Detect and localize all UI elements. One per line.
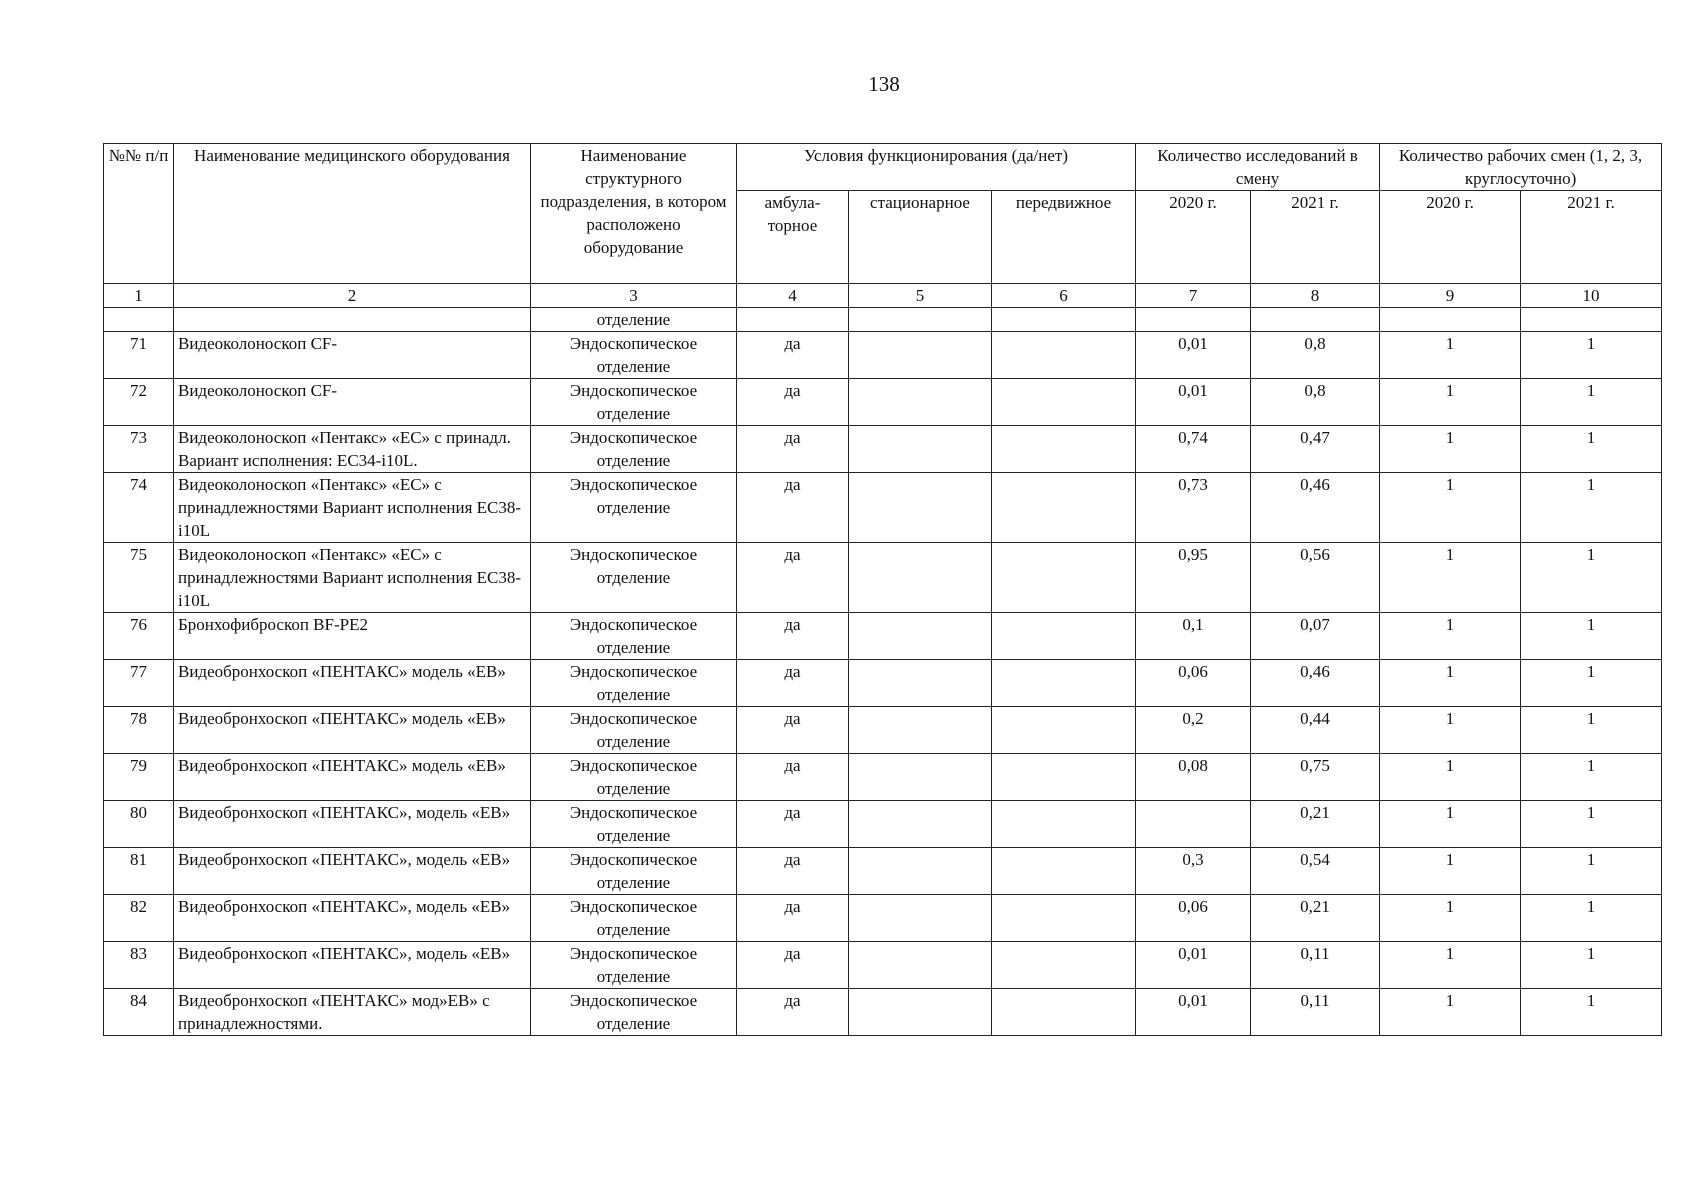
equipment-name: Видеобронхоскоп «ПЕНТАКС» мод»EB» с принадлежностями. [174, 989, 531, 1036]
table-row [104, 801, 1662, 848]
condition-mob [992, 426, 1136, 473]
condition-stat [849, 613, 992, 660]
col-number: 5 [849, 284, 992, 308]
studies-2021: 0,44 [1251, 707, 1380, 754]
header-shifts: Количество рабочих смен (1, 2, 3, круглосуточно) [1380, 144, 1662, 191]
condition-amb [737, 308, 849, 332]
header-studies: Количество исследований в смену [1136, 144, 1380, 191]
condition-mob [992, 801, 1136, 848]
shifts-2020: 1 [1380, 426, 1521, 473]
col-number: 9 [1380, 284, 1521, 308]
table-row [104, 379, 1662, 426]
shifts-2021: 1 [1521, 379, 1662, 426]
header-shifts-2020: 2020 г. [1380, 191, 1521, 284]
condition-stat [849, 426, 992, 473]
row-number: 83 [104, 942, 174, 989]
condition-mob [992, 332, 1136, 379]
equipment-name: Видеоколоноскоп «Пентакс» «EC» с принадлежностями Вариант исполнения EC38-i10L [174, 473, 531, 543]
subdivision-name: Эндоскопическое отделение [531, 707, 737, 754]
row-number: 72 [104, 379, 174, 426]
table-row [104, 942, 1662, 989]
condition-mob [992, 989, 1136, 1036]
col-number: 7 [1136, 284, 1251, 308]
col-number: 6 [992, 284, 1136, 308]
col-number: 2 [174, 284, 531, 308]
condition-stat [849, 989, 992, 1036]
condition-mob [992, 473, 1136, 543]
subdivision-name: Эндоскопическое отделение [531, 754, 737, 801]
shifts-2021 [1521, 308, 1662, 332]
subdivision-name: Эндоскопическое отделение [531, 426, 737, 473]
row-number: 74 [104, 473, 174, 543]
condition-stat [849, 754, 992, 801]
row-number: 80 [104, 801, 174, 848]
studies-2021: 0,21 [1251, 895, 1380, 942]
table-row [104, 308, 1662, 332]
shifts-2021: 1 [1521, 613, 1662, 660]
studies-2020: 0,01 [1136, 942, 1251, 989]
condition-stat [849, 848, 992, 895]
condition-stat [849, 379, 992, 426]
shifts-2021: 1 [1521, 989, 1662, 1036]
header-studies-2020: 2020 г. [1136, 191, 1251, 284]
header-cond-stat: стационарное [849, 191, 992, 284]
shifts-2021: 1 [1521, 942, 1662, 989]
column-number-row [104, 284, 1662, 308]
studies-2021: 0,54 [1251, 848, 1380, 895]
studies-2020 [1136, 801, 1251, 848]
shifts-2020: 1 [1380, 379, 1521, 426]
row-number: 73 [104, 426, 174, 473]
table-row [104, 660, 1662, 707]
shifts-2020: 1 [1380, 707, 1521, 754]
row-number: 78 [104, 707, 174, 754]
subdivision-name: отделение [531, 308, 737, 332]
header-num: №№ п/п [104, 144, 174, 284]
studies-2021: 0,46 [1251, 660, 1380, 707]
equipment-name: Видеобронхоскоп «ПЕНТАКС» модель «EB» [174, 754, 531, 801]
row-number: 76 [104, 613, 174, 660]
col-number: 8 [1251, 284, 1380, 308]
condition-stat [849, 942, 992, 989]
studies-2020: 0,73 [1136, 473, 1251, 543]
table-row [104, 848, 1662, 895]
condition-mob [992, 543, 1136, 613]
shifts-2020: 1 [1380, 332, 1521, 379]
equipment-name: Видеоколоноскоп CF- [174, 379, 531, 426]
table-row [104, 989, 1662, 1036]
row-number: 75 [104, 543, 174, 613]
subdivision-name: Эндоскопическое отделение [531, 379, 737, 426]
studies-2020 [1136, 308, 1251, 332]
shifts-2020: 1 [1380, 473, 1521, 543]
shifts-2020: 1 [1380, 942, 1521, 989]
row-number: 81 [104, 848, 174, 895]
subdivision-name: Эндоскопическое отделение [531, 989, 737, 1036]
condition-amb: да [737, 332, 849, 379]
header-subdivision: Наименование структурного подразделения, в котором расположено оборудование [531, 144, 737, 284]
studies-2020: 0,01 [1136, 989, 1251, 1036]
header-studies-2021: 2021 г. [1251, 191, 1380, 284]
equipment-name: Видеобронхоскоп «ПЕНТАКС», модель «EB» [174, 801, 531, 848]
condition-amb: да [737, 989, 849, 1036]
studies-2020: 0,01 [1136, 379, 1251, 426]
equipment-name: Видеобронхоскоп «ПЕНТАКС», модель «EB» [174, 942, 531, 989]
row-number: 79 [104, 754, 174, 801]
condition-amb: да [737, 895, 849, 942]
shifts-2020: 1 [1380, 543, 1521, 613]
condition-amb: да [737, 754, 849, 801]
condition-amb: да [737, 543, 849, 613]
shifts-2021: 1 [1521, 754, 1662, 801]
header-shifts-2021: 2021 г. [1521, 191, 1662, 284]
table-body [104, 308, 1662, 1036]
subdivision-name: Эндоскопическое отделение [531, 848, 737, 895]
subdivision-name: Эндоскопическое отделение [531, 660, 737, 707]
equipment-name: Видеобронхоскоп «ПЕНТАКС» модель «EB» [174, 660, 531, 707]
table-row [104, 707, 1662, 754]
subdivision-name: Эндоскопическое отделение [531, 543, 737, 613]
studies-2020: 0,06 [1136, 895, 1251, 942]
condition-stat [849, 543, 992, 613]
studies-2021: 0,47 [1251, 426, 1380, 473]
shifts-2021: 1 [1521, 543, 1662, 613]
condition-stat [849, 801, 992, 848]
equipment-name: Бронхофиброскоп BF-PE2 [174, 613, 531, 660]
header-row-1 [104, 144, 1662, 191]
subdivision-name: Эндоскопическое отделение [531, 942, 737, 989]
subdivision-name: Эндоскопическое отделение [531, 332, 737, 379]
studies-2021: 0,07 [1251, 613, 1380, 660]
condition-stat [849, 707, 992, 754]
row-number: 71 [104, 332, 174, 379]
table-row [104, 543, 1662, 613]
col-number: 4 [737, 284, 849, 308]
condition-mob [992, 613, 1136, 660]
studies-2021: 0,75 [1251, 754, 1380, 801]
page-number: 138 [868, 72, 900, 96]
subdivision-name: Эндоскопическое отделение [531, 613, 737, 660]
row-number: 77 [104, 660, 174, 707]
col-number: 3 [531, 284, 737, 308]
row-number: 82 [104, 895, 174, 942]
shifts-2020: 1 [1380, 754, 1521, 801]
subdivision-name: Эндоскопическое отделение [531, 895, 737, 942]
studies-2021: 0,11 [1251, 989, 1380, 1036]
shifts-2020: 1 [1380, 660, 1521, 707]
condition-stat [849, 473, 992, 543]
condition-amb: да [737, 660, 849, 707]
equipment-table [103, 143, 1662, 1036]
condition-amb: да [737, 942, 849, 989]
table-row [104, 332, 1662, 379]
condition-stat [849, 332, 992, 379]
studies-2021: 0,56 [1251, 543, 1380, 613]
table-row [104, 473, 1662, 543]
subdivision-name: Эндоскопическое отделение [531, 801, 737, 848]
studies-2020: 0,06 [1136, 660, 1251, 707]
studies-2020: 0,95 [1136, 543, 1251, 613]
studies-2021: 0,8 [1251, 332, 1380, 379]
shifts-2020: 1 [1380, 801, 1521, 848]
table-row [104, 754, 1662, 801]
condition-mob [992, 942, 1136, 989]
col-number: 1 [104, 284, 174, 308]
condition-amb: да [737, 707, 849, 754]
condition-stat [849, 308, 992, 332]
studies-2021: 0,11 [1251, 942, 1380, 989]
condition-mob [992, 660, 1136, 707]
table-row [104, 613, 1662, 660]
condition-stat [849, 895, 992, 942]
condition-amb: да [737, 801, 849, 848]
shifts-2021: 1 [1521, 426, 1662, 473]
condition-mob [992, 754, 1136, 801]
shifts-2020: 1 [1380, 613, 1521, 660]
condition-mob [992, 379, 1136, 426]
table-row [104, 426, 1662, 473]
condition-mob [992, 308, 1136, 332]
condition-mob [992, 848, 1136, 895]
condition-amb: да [737, 848, 849, 895]
header-cond-amb: амбула-торное [737, 191, 849, 284]
studies-2021: 0,21 [1251, 801, 1380, 848]
studies-2020: 0,01 [1136, 332, 1251, 379]
row-number: 84 [104, 989, 174, 1036]
table-row [104, 895, 1662, 942]
shifts-2021: 1 [1521, 801, 1662, 848]
shifts-2021: 1 [1521, 473, 1662, 543]
shifts-2020: 1 [1380, 848, 1521, 895]
studies-2021 [1251, 308, 1380, 332]
equipment-name: Видеобронхоскоп «ПЕНТАКС», модель «EB» [174, 848, 531, 895]
equipment-name: Видеоколоноскоп CF- [174, 332, 531, 379]
condition-mob [992, 895, 1136, 942]
equipment-name: Видеоколоноскоп «Пентакс» «EC» с принадл. Вариант исполнения: EC34-i10L. [174, 426, 531, 473]
header-cond-mob: передвижное [992, 191, 1136, 284]
studies-2020: 0,2 [1136, 707, 1251, 754]
equipment-name: Видеобронхоскоп «ПЕНТАКС» модель «EB» [174, 707, 531, 754]
studies-2021: 0,8 [1251, 379, 1380, 426]
shifts-2021: 1 [1521, 660, 1662, 707]
condition-amb: да [737, 473, 849, 543]
shifts-2021: 1 [1521, 707, 1662, 754]
condition-amb: да [737, 426, 849, 473]
condition-stat [849, 660, 992, 707]
equipment-name [174, 308, 531, 332]
row-number [104, 308, 174, 332]
studies-2020: 0,3 [1136, 848, 1251, 895]
studies-2020: 0,08 [1136, 754, 1251, 801]
studies-2020: 0,1 [1136, 613, 1251, 660]
shifts-2021: 1 [1521, 332, 1662, 379]
studies-2021: 0,46 [1251, 473, 1380, 543]
shifts-2020: 1 [1380, 895, 1521, 942]
condition-amb: да [737, 379, 849, 426]
studies-2020: 0,74 [1136, 426, 1251, 473]
col-number: 10 [1521, 284, 1662, 308]
header-equipment-name: Наименование медицинского оборудования [174, 144, 531, 284]
header-conditions: Условия функционирования (да/нет) [737, 144, 1136, 191]
equipment-name: Видеобронхоскоп «ПЕНТАКС», модель «EB» [174, 895, 531, 942]
condition-mob [992, 707, 1136, 754]
shifts-2020 [1380, 308, 1521, 332]
subdivision-name: Эндоскопическое отделение [531, 473, 737, 543]
shifts-2021: 1 [1521, 848, 1662, 895]
shifts-2021: 1 [1521, 895, 1662, 942]
shifts-2020: 1 [1380, 989, 1521, 1036]
condition-amb: да [737, 613, 849, 660]
equipment-name: Видеоколоноскоп «Пентакс» «EC» с принадлежностями Вариант исполнения EC38-i10L [174, 543, 531, 613]
